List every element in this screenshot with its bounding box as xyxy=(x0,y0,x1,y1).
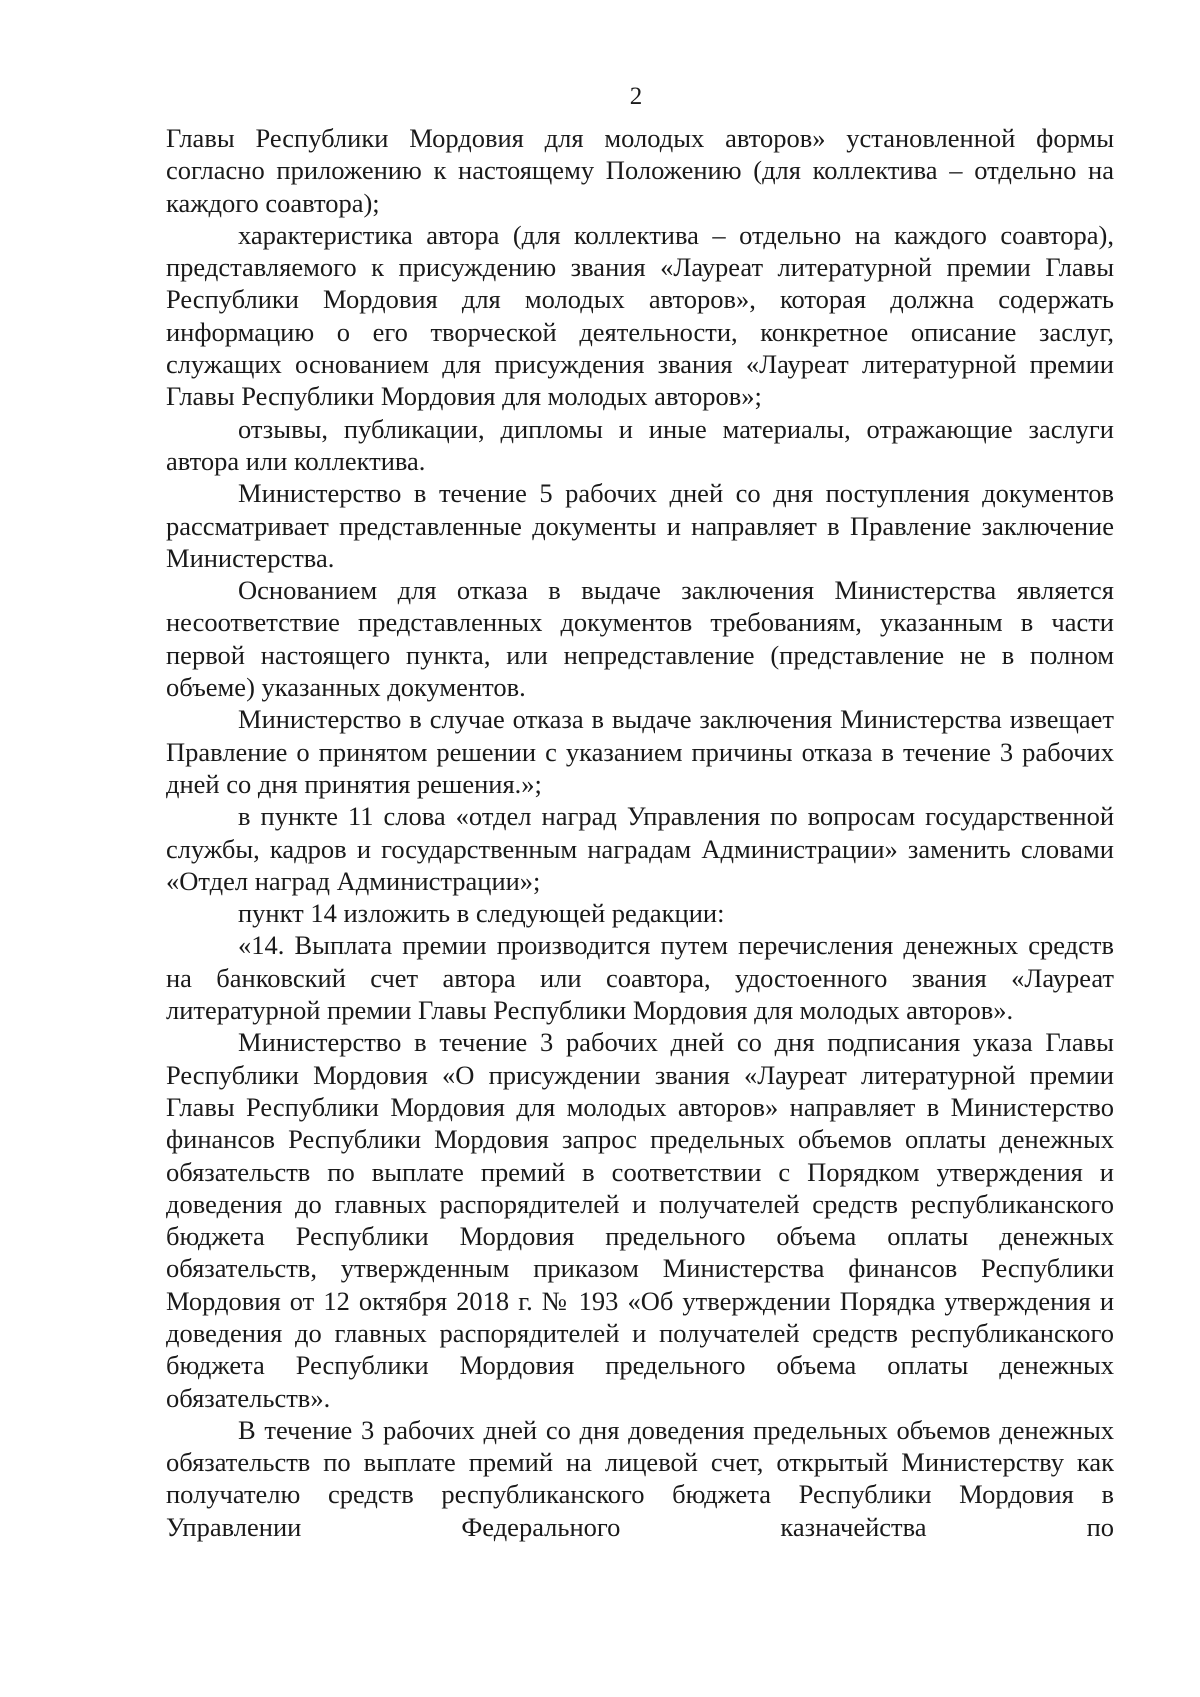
paragraph-author-characteristic: характеристика автора (для коллектива – отдельно на каждого соавтора), представляемого к присуждению звания «Лауреат литературной премии Главы Республики Мордовия для молодых авторов», которая должна содержать информацию о его творческой деятельности, конкретное описание заслуг, служащих основанием для присуждения звания «Лауреат литературной премии Главы Республики Мордовия для молодых авторов»; xyxy=(166,219,1114,412)
paragraph-item-14-payment: «14. Выплата премии производится путем перечисления денежных средств на банковский счет автора или соавтора, удостоенного звания «Лауреат литературной премии Главы Республики Мордовия для молодых авторов». xyxy=(166,930,1114,1026)
paragraph-item-11-amendment: в пункте 11 слова «отдел наград Управления по вопросам государственной службы, кадров и государственным наградам Администрации» заменить словами «Отдел наград Администрации»; xyxy=(166,801,1114,896)
paragraph-item-14-intro: пункт 14 изложить в следующей редакции: xyxy=(238,898,725,929)
paragraph-refusal-grounds: Основанием для отказа в выдаче заключения Министерства является несоответствие представленных документов требованиям, указанным в части первой настоящего пункта, или непредставление (представление не в полном объеме) указанных документов. xyxy=(166,575,1114,703)
document-body xyxy=(166,122,1114,1543)
paragraph-ministry-review: Министерство в течение 5 рабочих дней со дня поступления документов рассматривает представленные документы и направляет в Правление заключение Министерства. xyxy=(166,478,1114,573)
page-number: 2 xyxy=(629,83,643,110)
paragraph-reviews-publications: отзывы, публикации, дипломы и иные материалы, отражающие заслуги автора или коллектива. xyxy=(166,413,1114,476)
paragraph-funds-transfer: В течение 3 рабочих дней со дня доведения предельных объемов денежных обязательств по выплате премий на лицевой счет, открытый Министерству как получателю средств республиканского бюджета Республики Мордовия в Управлении Федерального казначейства по xyxy=(166,1414,1114,1542)
paragraph-application-form: Главы Республики Мордовия для молодых авторов» установленной формы согласно приложению к настоящему Положению (для коллектива – отдельно на каждого соавтора); xyxy=(166,123,1114,218)
paragraph-refusal-notice: Министерство в случае отказа в выдаче заключения Министерства извещает Правление о принятом решении с указанием причины отказа в течение 3 рабочих дней со дня принятия решения.»; xyxy=(166,704,1114,799)
paragraph-finance-request: Министерство в течение 3 рабочих дней со дня подписания указа Главы Республики Мордовия «О присуждении звания «Лауреат литературной премии Главы Республики Мордовия для молодых авторов» направляет в Министерство финансов Республики Мордовия запрос предельных объемов оплаты денежных обязательств по выплате премий в соответствии с Порядком утверждения и доведения до главных распорядителей и получателей средств республиканского бюджета Республики Мордовия предельного объема оплаты денежных обязательств, утвержденным приказом Министерства финансов Республики Мордовия от 12 октября 2018 г. № 193 «Об утверждении Порядка утверждения и доведения до главных распорядителей и получателей средств республиканского бюджета Республики Мордовия предельного объема оплаты денежных обязательств». xyxy=(166,1027,1114,1413)
